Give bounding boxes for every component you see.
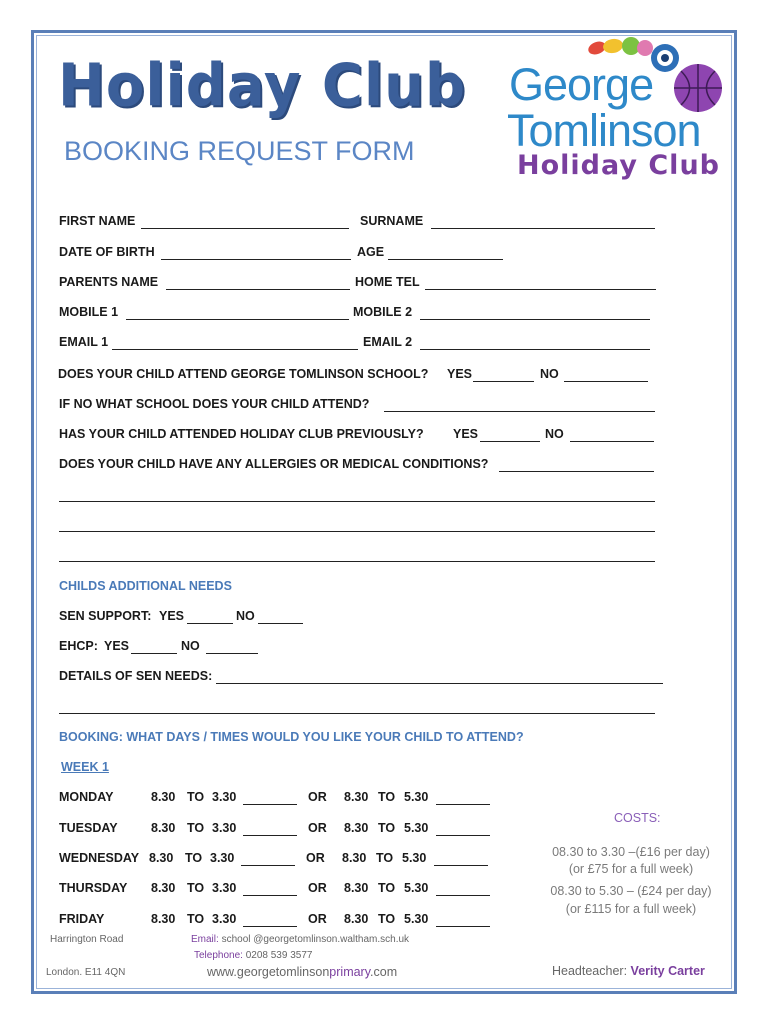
allergies-line-3[interactable]: [59, 561, 655, 562]
first-name-field[interactable]: [141, 228, 349, 229]
booking-time-a-start: 8.30: [151, 912, 176, 926]
booking-option-b-field[interactable]: [436, 926, 490, 927]
booking-time-a-start: 8.30: [151, 881, 176, 895]
mobile1-label: MOBILE 1: [59, 305, 119, 319]
booking-time-a-end: 3.30: [212, 912, 237, 926]
dob-field[interactable]: [161, 259, 351, 260]
booking-time-a-end: 3.30: [210, 851, 235, 865]
surname-field[interactable]: [431, 228, 655, 229]
booking-time-b-start: 8.30: [344, 912, 369, 926]
booking-time-b-end: 5.30: [404, 821, 429, 835]
first-name-label: FIRST NAME: [59, 214, 136, 228]
booking-to-label: TO: [187, 821, 205, 835]
sen-no-field[interactable]: [258, 623, 303, 624]
logo-text-george: George: [509, 59, 654, 110]
form-subtitle: BOOKING REQUEST FORM: [64, 136, 415, 166]
website-part-2: primary: [329, 965, 371, 979]
attend-school-question: DOES YOUR CHILD ATTEND GEORGE TOMLINSON SCHOOL?: [58, 367, 429, 381]
booking-time-b-end: 5.30: [404, 912, 429, 926]
sen-no-label: NO: [236, 609, 255, 623]
booking-time-a-start: 8.30: [151, 790, 176, 804]
page-title: Holiday Club: [58, 52, 467, 121]
footer-email: [191, 934, 409, 945]
booking-time-b-start: 8.30: [344, 790, 369, 804]
sen-details-field[interactable]: [216, 683, 663, 684]
booking-option-b-field[interactable]: [436, 804, 490, 805]
school-logo: [505, 36, 725, 186]
sen-yes-label: YES: [159, 609, 185, 623]
allergies-question: DOES YOUR CHILD HAVE ANY ALLERGIES OR MEDICAL CONDITIONS?: [59, 457, 489, 471]
allergies-line-2[interactable]: [59, 531, 655, 532]
booking-to-label: TO: [187, 881, 205, 895]
attended-before-question: HAS YOUR CHILD ATTENDED HOLIDAY CLUB PREVIOUSLY?: [59, 427, 424, 441]
mobile2-label: MOBILE 2: [353, 305, 413, 319]
sen-yes-field[interactable]: [187, 623, 233, 624]
email2-label: EMAIL 2: [363, 335, 413, 349]
booking-or-label: OR: [308, 821, 327, 835]
attend-school-yes-label: YES: [447, 367, 473, 381]
cost-line-2: (or £75 for a full week): [568, 862, 694, 876]
booking-time-a-start: 8.30: [151, 821, 176, 835]
booking-day-label: THURSDAY: [59, 881, 128, 895]
attended-before-yes-field[interactable]: [480, 441, 540, 442]
attended-before-yes-label: YES: [453, 427, 479, 441]
booking-time-a-end: 3.30: [212, 790, 237, 804]
booking-option-a-field[interactable]: [243, 926, 297, 927]
booking-day-label: TUESDAY: [59, 821, 118, 835]
telephone-label: Telephone:: [194, 950, 243, 961]
logo-text-holiday-club: Holiday Club: [517, 150, 720, 181]
booking-or-label: OR: [308, 912, 327, 926]
mobile2-field[interactable]: [420, 319, 650, 320]
booking-to-label: TO: [187, 790, 205, 804]
email2-field[interactable]: [420, 349, 650, 350]
address-line-2: London. E11 4QN: [46, 967, 126, 978]
booking-option-a-field[interactable]: [243, 895, 297, 896]
email-label: Email:: [191, 934, 219, 945]
age-label: AGE: [357, 245, 385, 259]
booking-option-a-field[interactable]: [243, 835, 297, 836]
website-link[interactable]: [207, 965, 397, 979]
allergies-line-1[interactable]: [59, 501, 655, 502]
booking-option-b-field[interactable]: [436, 895, 490, 896]
booking-time-b-start: 8.30: [342, 851, 367, 865]
booking-option-a-field[interactable]: [241, 865, 295, 866]
booking-to-label: TO: [378, 912, 396, 926]
age-field[interactable]: [388, 259, 503, 260]
telephone-number: 0208 539 3577: [245, 950, 313, 961]
which-school-field[interactable]: [384, 411, 655, 412]
email1-field[interactable]: [112, 349, 358, 350]
sen-support-label: SEN SUPPORT:: [59, 609, 152, 623]
booking-to-label: TO: [378, 881, 396, 895]
allergies-field[interactable]: [499, 471, 654, 472]
booking-time-a-end: 3.30: [212, 881, 237, 895]
booking-to-label: TO: [185, 851, 203, 865]
attended-before-no-field[interactable]: [570, 441, 654, 442]
parents-name-field[interactable]: [166, 289, 350, 290]
ehcp-label: EHCP:: [59, 639, 98, 653]
booking-or-label: OR: [306, 851, 325, 865]
booking-option-b-field[interactable]: [434, 865, 488, 866]
booking-to-label: TO: [187, 912, 205, 926]
booking-time-b-end: 5.30: [404, 881, 429, 895]
ehcp-yes-field[interactable]: [131, 653, 177, 654]
attended-before-no-label: NO: [545, 427, 564, 441]
booking-option-b-field[interactable]: [436, 835, 490, 836]
attend-school-no-field[interactable]: [564, 381, 648, 382]
headteacher-name: Verity Carter: [630, 964, 705, 978]
sen-details-line-2[interactable]: [59, 713, 655, 714]
booking-heading: BOOKING: WHAT DAYS / TIMES WOULD YOU LIKE YOUR CHILD TO ATTEND?: [59, 730, 524, 744]
booking-time-a-start: 8.30: [149, 851, 174, 865]
booking-time-b-end: 5.30: [402, 851, 427, 865]
additional-needs-heading: CHILDS ADDITIONAL NEEDS: [59, 579, 232, 593]
attend-school-yes-field[interactable]: [473, 381, 534, 382]
costs-title: COSTS:: [614, 811, 661, 825]
booking-day-label: WEDNESDAY: [59, 851, 140, 865]
attend-school-no-label: NO: [540, 367, 559, 381]
email1-label: EMAIL 1: [59, 335, 109, 349]
email-address[interactable]: school @georgetomlinson.waltham.sch.uk: [221, 934, 410, 945]
surname-label: SURNAME: [360, 214, 424, 228]
cost-line-4: (or £115 for a full week): [565, 902, 697, 916]
home-tel-field[interactable]: [425, 289, 656, 290]
sen-details-label: DETAILS OF SEN NEEDS:: [59, 669, 213, 683]
booking-or-label: OR: [308, 881, 327, 895]
booking-to-label: TO: [378, 821, 396, 835]
headteacher: [552, 964, 705, 978]
which-school-question: IF NO WHAT SCHOOL DOES YOUR CHILD ATTEND?: [59, 397, 370, 411]
ehcp-yes-label: YES: [104, 639, 130, 653]
mobile1-field[interactable]: [126, 319, 349, 320]
booking-or-label: OR: [308, 790, 327, 804]
parents-name-label: PARENTS NAME: [59, 275, 159, 289]
week-1-label: WEEK 1: [61, 760, 109, 774]
footer-telephone: [194, 950, 312, 961]
cost-line-1: 08.30 to 3.30 –(£16 per day): [552, 845, 710, 859]
booking-time-b-start: 8.30: [344, 821, 369, 835]
booking-time-b-start: 8.30: [344, 881, 369, 895]
logo-text-tomlinson: Tomlinson: [507, 105, 701, 156]
booking-day-label: MONDAY: [59, 790, 114, 804]
website-part-1: www.georgetomlinson: [207, 965, 330, 979]
headteacher-label: Headteacher:: [552, 964, 628, 978]
booking-time-b-end: 5.30: [404, 790, 429, 804]
ehcp-no-field[interactable]: [206, 653, 258, 654]
booking-to-label: TO: [378, 790, 396, 804]
booking-option-a-field[interactable]: [243, 804, 297, 805]
booking-to-label: TO: [376, 851, 394, 865]
booking-day-label: FRIDAY: [59, 912, 105, 926]
website-part-3: .com: [370, 965, 398, 979]
ehcp-no-label: NO: [181, 639, 200, 653]
booking-time-a-end: 3.30: [212, 821, 237, 835]
home-tel-label: HOME TEL: [355, 275, 420, 289]
cost-line-3: 08.30 to 5.30 – (£24 per day): [550, 884, 712, 898]
dob-label: DATE OF BIRTH: [59, 245, 155, 259]
address-line-1: Harrington Road: [50, 934, 124, 945]
